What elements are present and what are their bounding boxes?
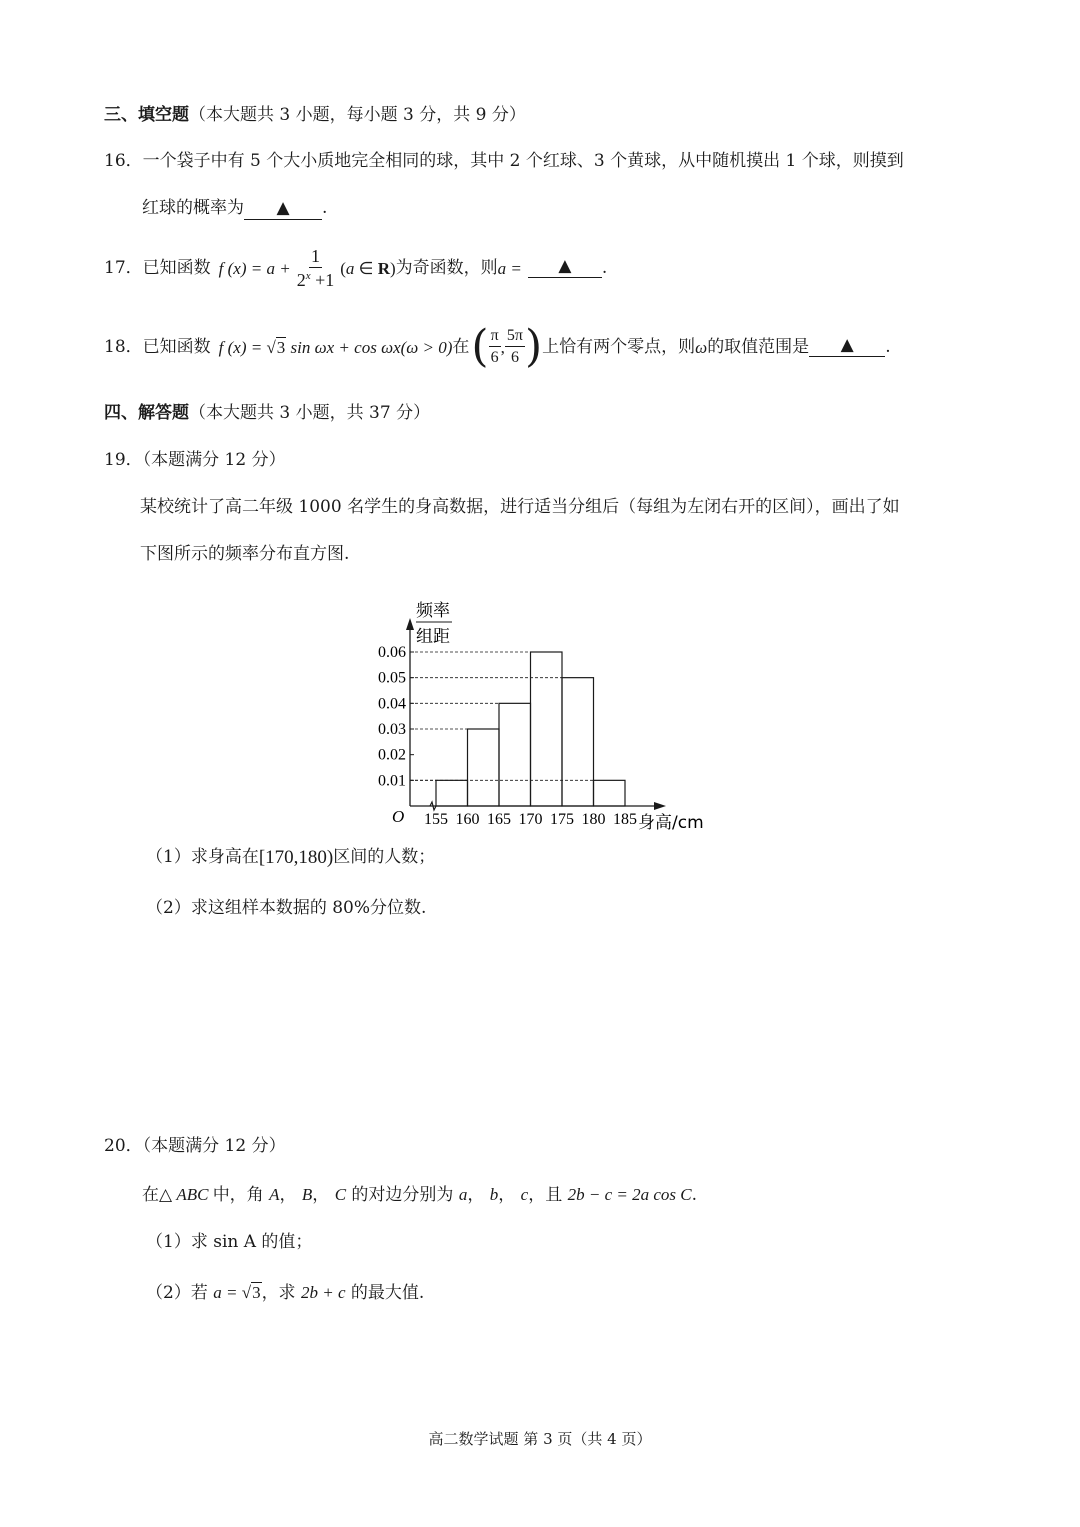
q18-in: 在 xyxy=(452,336,470,357)
q16-text1: 一个袋子中有 5 个大小质地完全相同的球，其中 2 个红球、3 个黄球，从中随机摸出 1 个球，则摸到 xyxy=(142,151,904,171)
q20-angle-c: C xyxy=(334,1185,347,1204)
q19-text1: 某校统计了高二年级 1000 名学生的身高数据，进行适当分组后（每组为左闭右开的区间），画出了如 xyxy=(140,497,900,517)
q20-part2-pre: （2）若 xyxy=(146,1283,214,1303)
q20-equation: 2b − c = 2a cos C xyxy=(567,1185,692,1204)
q20-number: 20． xyxy=(104,1136,143,1156)
y-tick-label: 0.03 xyxy=(378,721,406,738)
q20-part2-a: a = xyxy=(213,1283,242,1302)
q19-header xyxy=(104,452,286,469)
q19-part1-pre: （1）求身高在 xyxy=(146,847,259,867)
section-3-heading xyxy=(104,107,526,124)
q18-sqrt-arg: 3 xyxy=(276,337,286,357)
q20-angle-b: B xyxy=(301,1185,313,1204)
y-tick-label: 0.06 xyxy=(378,644,406,661)
q18-right-den: 6 xyxy=(510,349,519,366)
section-3-title: 三、填空题 xyxy=(104,105,189,125)
q18-number: 18． xyxy=(104,336,143,357)
q20-triangle: ABC xyxy=(172,1185,213,1204)
q20-part1: （1）求 sin A 的值； xyxy=(146,1232,313,1252)
q19-part2: （2）求这组样本数据的 80%分位数. xyxy=(146,898,427,918)
q18-function xyxy=(219,339,401,356)
q18-post2: 的取值范围是 xyxy=(707,336,810,357)
q18-post: 上恰有两个零点，则 xyxy=(542,336,696,357)
q17-mid: 为奇函数，则 xyxy=(395,257,498,278)
q20-part2-expr: 2b + c xyxy=(300,1283,346,1302)
q16-text2: 红球的概率为 xyxy=(142,198,244,218)
q17-pre: 已知函数 xyxy=(142,257,211,278)
q20-text-c: 的对边分别为 xyxy=(346,1185,459,1205)
q17-function: f (x) = a + xyxy=(218,258,291,278)
q17-number: 17． xyxy=(104,257,143,278)
x-tick-label: 165 xyxy=(487,811,511,828)
q18-line xyxy=(104,321,891,372)
q17-cond-a: a xyxy=(345,258,355,278)
origin-label: O xyxy=(392,807,405,826)
q18-left-den: 6 xyxy=(490,349,499,366)
q16-line1 xyxy=(104,153,904,170)
q18-open-paren: ( xyxy=(471,321,489,372)
q18-sqrt-sign: √ xyxy=(266,337,276,357)
q17-a-eq: a = xyxy=(497,258,522,278)
q20-side-b: b xyxy=(489,1185,499,1204)
q20-side-c: c xyxy=(520,1185,529,1204)
q17-fraction-denominator xyxy=(295,268,337,289)
y-tick-label: 0.01 xyxy=(378,772,406,790)
q17-cond-open: ( xyxy=(340,258,346,278)
x-tick-label: 180 xyxy=(581,811,606,828)
q17-condition xyxy=(340,260,395,277)
q20-part2 xyxy=(146,1284,424,1302)
q20-header xyxy=(104,1138,286,1155)
q20-score: （本题满分 12 分） xyxy=(142,1136,286,1156)
q19-part1-interval: [170,180) xyxy=(258,847,334,868)
y-tick-label: 0.05 xyxy=(378,669,406,687)
q17-line xyxy=(104,247,607,289)
q20-part2-post: 的最大值. xyxy=(345,1283,425,1303)
q18-period: . xyxy=(885,336,891,357)
x-tick-label: 160 xyxy=(455,811,480,828)
q18-close-paren: ) xyxy=(525,321,543,372)
x-tick-label: 170 xyxy=(518,811,543,828)
y-tick-label: 0.04 xyxy=(378,695,406,713)
q16-line2 xyxy=(142,200,327,220)
q19-part1-interval-values: 170,180 xyxy=(265,847,327,868)
histogram-bar xyxy=(468,729,500,806)
histogram-bar xyxy=(499,703,531,806)
q17-den-tail: +1 xyxy=(310,270,335,290)
q18-right-num: 5π xyxy=(505,328,525,347)
y-axis-arrow xyxy=(406,618,414,630)
section-4-heading xyxy=(104,405,430,422)
x-axis-label: 身高/cm xyxy=(638,813,704,833)
q17-period: . xyxy=(601,257,608,278)
q17-fraction-numerator: 1 xyxy=(310,246,320,266)
q19-part1-post: 区间的人数； xyxy=(333,847,436,867)
q19-text2: 下图所示的频率分布直方图. xyxy=(140,544,350,564)
q17-den-exp: x xyxy=(305,270,311,282)
q17-cond-r: R xyxy=(377,258,390,278)
histogram-bar xyxy=(594,780,626,806)
q18-comma: , xyxy=(500,337,505,357)
q20-part2-sqrt: √3 xyxy=(241,1283,261,1302)
q18-pre: 已知函数 xyxy=(142,336,211,357)
q20-text-b: 中，角 xyxy=(212,1185,270,1205)
q20-angle-a: A xyxy=(269,1185,280,1204)
q20-side-a: a xyxy=(458,1185,468,1204)
q20-part2-mid: ，求 xyxy=(261,1283,301,1303)
q18-trig: sin ωx + cos ωx xyxy=(286,337,401,357)
q16-number: 16． xyxy=(104,151,143,171)
y-axis-label-bottom: 组距 xyxy=(416,627,450,647)
q16-answer-blank[interactable]: ▲ xyxy=(244,200,322,220)
q17-fraction xyxy=(295,247,337,289)
q16-period: . xyxy=(322,198,328,218)
q20-text-d: ，且 xyxy=(528,1185,568,1205)
histogram-bar xyxy=(562,678,594,806)
x-tick-label: 185 xyxy=(613,811,637,828)
q19-score: （本题满分 12 分） xyxy=(142,450,286,470)
x-axis-arrow xyxy=(654,802,666,810)
histogram-bar xyxy=(436,780,468,806)
section-4-title: 四、解答题 xyxy=(104,403,189,423)
q18-answer-blank[interactable]: ▲ xyxy=(809,337,885,357)
q20-text-a: 在△ xyxy=(142,1185,173,1205)
q18-fraction-left xyxy=(489,328,501,366)
x-tick-label: 155 xyxy=(424,811,448,828)
q17-den-base: 2 xyxy=(296,270,306,290)
x-tick-label: 175 xyxy=(550,811,574,828)
q17-cond-in: ∈ xyxy=(354,258,378,278)
histogram-bar xyxy=(531,652,563,806)
section-3-note: （本大题共 3 小题，每小题 3 分，共 9 分） xyxy=(189,105,526,125)
y-tick-label: 0.02 xyxy=(378,746,406,764)
frequency-histogram xyxy=(340,592,740,842)
q18-fraction-right xyxy=(505,328,525,366)
y-axis-label-top: 频率 xyxy=(416,601,450,621)
q17-answer-blank[interactable]: ▲ xyxy=(528,258,602,278)
q17-cond-close: ) xyxy=(390,258,396,278)
q19-number: 19． xyxy=(104,450,143,470)
section-4-note: （本大题共 3 小题，共 37 分） xyxy=(189,403,431,423)
q19-part1 xyxy=(146,848,435,867)
q18-fx: f (x) = xyxy=(218,337,267,357)
q18-left-num: π xyxy=(489,328,501,347)
q18-condition: (ω > 0) xyxy=(400,337,453,357)
page-footer: 高二数学试题 第 3 页（共 4 页） xyxy=(428,1430,652,1448)
q18-omega: ω xyxy=(695,337,708,357)
q20-text: 在△ ABC 中，角 A， B， C 的对边分别为 a， b， c，且 2b − c = 2a cos C. xyxy=(142,1185,698,1205)
